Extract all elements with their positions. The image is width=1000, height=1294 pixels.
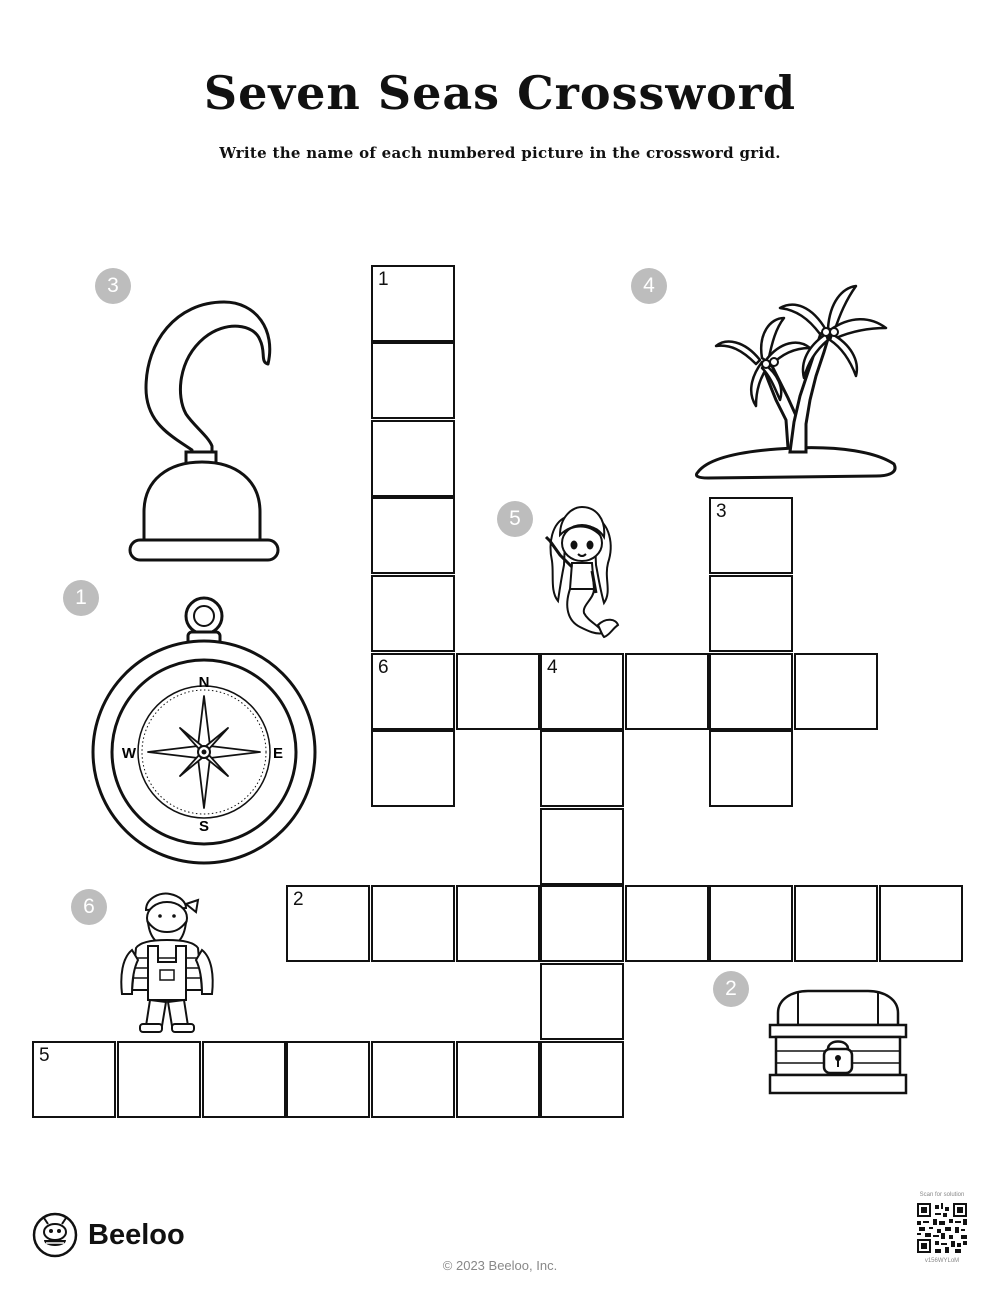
grid-cell[interactable] (456, 653, 540, 730)
grid-cell[interactable] (202, 1041, 286, 1118)
grid-cell[interactable] (709, 575, 793, 652)
compass-e: E (272, 745, 284, 762)
grid-cell[interactable] (371, 575, 455, 652)
grid-cell[interactable] (540, 653, 624, 730)
grid-cell[interactable] (540, 885, 624, 962)
grid-cell[interactable] (709, 497, 793, 574)
compass-w: W (121, 745, 137, 762)
grid-cell[interactable] (371, 885, 455, 962)
grid-cell[interactable] (794, 653, 878, 730)
grid-cell[interactable] (117, 1041, 201, 1118)
badge-2: 2 (713, 971, 749, 1007)
badge-1: 1 (63, 580, 99, 616)
grid-cell[interactable] (625, 653, 709, 730)
badge-3: 3 (95, 268, 131, 304)
grid-cell[interactable] (456, 885, 540, 962)
hook-icon (120, 290, 290, 570)
grid-cell[interactable] (540, 1041, 624, 1118)
grid-cell[interactable] (371, 730, 455, 807)
grid-cell[interactable] (540, 808, 624, 885)
treasure-chest-icon (764, 987, 912, 1099)
qr-caption: Scan for solution (919, 1192, 965, 1198)
brand-logo (32, 1212, 185, 1258)
grid-cell[interactable] (32, 1041, 116, 1118)
mermaid-icon (538, 503, 622, 645)
compass-s: S (198, 818, 210, 835)
grid-cell[interactable] (286, 885, 370, 962)
badge-6: 6 (71, 889, 107, 925)
grid-cell[interactable] (371, 1041, 455, 1118)
grid-cell[interactable] (371, 420, 455, 497)
grid-cell[interactable] (709, 885, 793, 962)
badge-4: 4 (631, 268, 667, 304)
page-title: Seven Seas Crossword (203, 66, 797, 120)
qr-code-icon[interactable] (917, 1203, 967, 1253)
grid-cell[interactable] (540, 963, 624, 1040)
clue-number-2: 2 (293, 889, 304, 910)
palm-island-icon (690, 272, 900, 487)
grid-cell[interactable] (286, 1041, 370, 1118)
bee-icon (32, 1212, 78, 1258)
badge-5: 5 (497, 501, 533, 537)
clue-number-5: 5 (39, 1045, 50, 1066)
grid-cell[interactable] (794, 885, 878, 962)
brand-name: Beeloo (88, 1218, 185, 1251)
compass-icon (88, 592, 320, 868)
grid-cell[interactable] (371, 497, 455, 574)
grid-cell[interactable] (879, 885, 963, 962)
grid-cell[interactable] (625, 885, 709, 962)
grid-cell[interactable] (456, 1041, 540, 1118)
clue-number-4: 4 (547, 657, 558, 678)
grid-cell[interactable] (709, 653, 793, 730)
grid-cell[interactable] (371, 653, 455, 730)
clue-number-3: 3 (716, 501, 727, 522)
compass-n: N (198, 674, 210, 691)
grid-cell[interactable] (371, 342, 455, 419)
clue-number-6: 6 (378, 657, 389, 678)
qr-code-label: v156WYLoM (924, 1258, 960, 1264)
grid-cell[interactable] (709, 730, 793, 807)
grid-cell[interactable] (540, 730, 624, 807)
pirate-icon (112, 890, 222, 1036)
clue-number-1: 1 (378, 269, 389, 290)
instructions: Write the name of each numbered picture in the crossword grid. (219, 144, 781, 162)
grid-cell[interactable] (371, 265, 455, 342)
copyright: © 2023 Beeloo, Inc. (442, 1258, 558, 1273)
